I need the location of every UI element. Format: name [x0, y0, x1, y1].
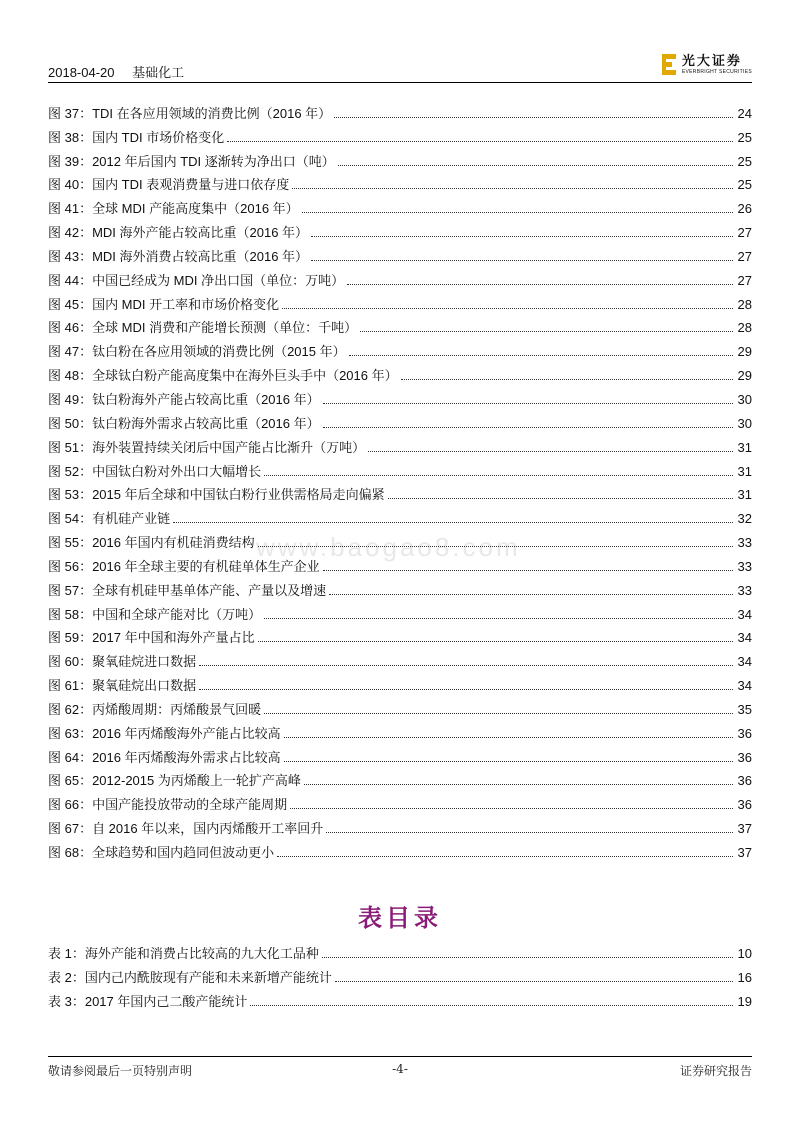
toc-page-number: 37	[737, 821, 752, 837]
toc-page-number: 34	[737, 654, 752, 670]
footer-divider	[48, 1056, 752, 1057]
toc-entry-title[interactable]: 图 63：2016 年丙烯酸海外产能占比较高	[48, 725, 281, 741]
toc-page-number: 25	[737, 153, 752, 169]
figure-toc-entry[interactable]	[48, 527, 752, 551]
dot-leader	[338, 164, 733, 166]
dot-leader	[388, 497, 733, 499]
dot-leader	[335, 980, 733, 982]
disclaimer-note: 敬请参阅最后一页特别声明	[48, 1064, 193, 1078]
header-info	[48, 62, 184, 81]
toc-entry-title[interactable]: 图 43：MDI 海外消费占较高比重（2016 年）	[48, 248, 309, 264]
toc-page-number: 31	[737, 487, 752, 503]
toc-entry-title[interactable]: 图 57：全球有机硅甲基单体产能、产量以及增速	[48, 582, 327, 598]
figure-toc-entry[interactable]	[48, 837, 752, 861]
toc-entry-title[interactable]: 图 66：中国产能投放带动的全球产能周期	[48, 797, 288, 813]
toc-entry-title[interactable]: 图 62：丙烯酸周期：丙烯酸景气回暖	[48, 701, 262, 717]
table-toc	[48, 938, 752, 1010]
dot-leader	[322, 956, 733, 958]
figure-toc-entry[interactable]	[48, 170, 752, 194]
toc-entry-title[interactable]: 图 67：自 2016 年以来，国内丙烯酸开工率回升	[48, 821, 324, 837]
tables-section-title: 表目录	[358, 903, 442, 932]
figure-toc-entry[interactable]	[48, 146, 752, 170]
logo-chinese-name: 光大证券	[681, 54, 742, 69]
dot-leader	[173, 521, 733, 523]
toc-page-number: 28	[737, 320, 752, 336]
dot-leader	[258, 640, 733, 642]
company-logo	[662, 52, 752, 78]
toc-entry-title[interactable]: 图 50：钛白粉海外需求占较高比重（2016 年）	[48, 415, 320, 431]
toc-entry-title[interactable]: 图 42：MDI 海外产能占较高比重（2016 年）	[48, 225, 309, 241]
dot-leader	[284, 760, 733, 762]
toc-entry-title[interactable]: 图 40：国内 TDI 表观消费量与进口依存度	[48, 177, 290, 193]
toc-entry-title[interactable]: 表 3：2017 年国内己二酸产能统计	[48, 993, 248, 1009]
dot-leader	[282, 307, 733, 309]
toc-page-number: 29	[737, 344, 752, 360]
dot-leader	[284, 736, 733, 738]
figure-toc-entry[interactable]	[48, 265, 752, 289]
figure-toc-entry[interactable]	[48, 789, 752, 813]
toc-page-number: 35	[737, 701, 752, 717]
table-toc-entry[interactable]	[48, 938, 752, 962]
dot-leader	[360, 330, 733, 332]
toc-entry-title[interactable]: 图 65：2012-2015 为丙烯酸上一轮扩产高峰	[48, 773, 301, 789]
figure-toc-entry[interactable]	[48, 241, 752, 265]
figure-toc-entry[interactable]	[48, 694, 752, 718]
dot-leader	[334, 116, 733, 118]
toc-entry-title[interactable]: 图 61：聚氧硅烷出口数据	[48, 678, 197, 694]
table-toc-entry[interactable]	[48, 986, 752, 1010]
dot-leader	[250, 1004, 733, 1006]
figure-toc-entry[interactable]	[48, 575, 752, 599]
toc-page-number: 36	[737, 773, 752, 789]
toc-entry-title[interactable]: 图 54：有机硅产业链	[48, 511, 171, 527]
toc-entry-title[interactable]: 图 52：中国钛白粉对外出口大幅增长	[48, 463, 262, 479]
toc-page-number: 36	[737, 725, 752, 741]
logo-mark-icon	[662, 54, 676, 76]
toc-page-number: 25	[737, 129, 752, 145]
figure-toc-entry[interactable]	[48, 313, 752, 337]
report-category: 基础化工	[132, 65, 185, 80]
figure-toc-entry[interactable]	[48, 670, 752, 694]
toc-page-number: 32	[737, 511, 752, 527]
dot-leader	[277, 855, 733, 857]
toc-entry-title[interactable]: 图 51：海外装置持续关闭后中国产能占比渐升（万吨）	[48, 439, 366, 455]
dot-leader	[329, 593, 733, 595]
toc-entry-title[interactable]: 图 56：2016 年全球主要的有机硅单体生产企业	[48, 558, 320, 574]
toc-page-number: 31	[737, 463, 752, 479]
page-footer	[48, 1062, 752, 1078]
toc-page-number: 25	[737, 177, 752, 193]
dot-leader	[264, 712, 733, 714]
toc-page-number: 29	[737, 368, 752, 384]
toc-entry-title[interactable]: 图 53：2015 年后全球和中国钛白粉行业供需格局走向偏紧	[48, 487, 385, 503]
toc-page-number: 26	[737, 201, 752, 217]
figure-toc-entry[interactable]	[48, 551, 752, 575]
toc-entry-title[interactable]: 图 60：聚氧硅烷进口数据	[48, 654, 197, 670]
toc-entry-title[interactable]: 图 39：2012 年后国内 TDI 逐渐转为净出口（吨）	[48, 153, 335, 169]
figure-toc-entry[interactable]	[48, 217, 752, 241]
toc-entry-title[interactable]: 图 48：全球钛白粉产能高度集中在海外巨头手中（2016 年）	[48, 368, 398, 384]
dot-leader	[323, 426, 733, 428]
dot-leader	[311, 259, 733, 261]
figure-toc-entry[interactable]	[48, 646, 752, 670]
toc-page-number: 27	[737, 248, 752, 264]
toc-entry-title[interactable]: 图 38：国内 TDI 市场价格变化	[48, 129, 225, 145]
toc-page-number: 30	[737, 391, 752, 407]
report-type: 证券研究报告	[679, 1064, 752, 1078]
toc-page-number: 10	[737, 945, 752, 961]
figure-toc-entry[interactable]	[48, 384, 752, 408]
toc-entry-title[interactable]: 图 49：钛白粉海外产能占较高比重（2016 年）	[48, 391, 320, 407]
dot-leader	[311, 235, 733, 237]
toc-page-number: 27	[737, 272, 752, 288]
dot-leader	[290, 807, 733, 809]
toc-page-number: 16	[737, 969, 752, 985]
toc-page-number: 24	[737, 105, 752, 121]
figure-toc-entry[interactable]	[48, 813, 752, 837]
toc-entry-title[interactable]: 图 45：国内 MDI 开工率和市场价格变化	[48, 296, 280, 312]
figure-toc-entry[interactable]	[48, 193, 752, 217]
header-divider	[48, 82, 752, 83]
dot-leader	[323, 402, 733, 404]
toc-page-number: 37	[737, 845, 752, 860]
watermark: www.baogao8.com	[256, 532, 521, 562]
dot-leader	[349, 354, 733, 356]
toc-entry-title[interactable]: 图 59：2017 年中国和海外产量占比	[48, 630, 255, 646]
figure-toc-entry[interactable]	[48, 742, 752, 766]
figure-toc-entry[interactable]	[48, 480, 752, 504]
figure-toc-entry[interactable]	[48, 623, 752, 647]
figure-toc-entry[interactable]	[48, 360, 752, 384]
figure-toc	[48, 98, 752, 861]
toc-page-number: 36	[737, 749, 752, 765]
toc-page-number: 33	[737, 535, 752, 551]
figure-toc-entry[interactable]	[48, 599, 752, 623]
figure-toc-entry[interactable]	[48, 408, 752, 432]
figure-toc-entry[interactable]	[48, 766, 752, 790]
figure-toc-entry[interactable]	[48, 718, 752, 742]
table-toc-entry[interactable]	[48, 962, 752, 986]
toc-page-number: 30	[737, 415, 752, 431]
dot-leader	[368, 450, 733, 452]
figure-toc-entry[interactable]	[48, 98, 752, 122]
report-date: 2018-04-20	[48, 65, 115, 80]
dot-leader	[347, 283, 733, 285]
toc-page-number: 27	[737, 225, 752, 241]
dot-leader	[292, 187, 733, 189]
figure-toc-entry[interactable]	[48, 432, 752, 456]
dot-leader	[326, 831, 733, 833]
toc-entry-title[interactable]: 图 64：2016 年丙烯酸海外需求占比较高	[48, 749, 281, 765]
toc-entry-title[interactable]: 图 55：2016 年国内有机硅消费结构	[48, 535, 255, 551]
toc-entry-title[interactable]: 图 37：TDI 在各应用领域的消费比例（2016 年）	[48, 105, 332, 121]
page-header	[48, 52, 752, 80]
toc-entry-title[interactable]: 图 68：全球趋势和国内趋同但波动更小	[48, 845, 275, 860]
toc-entry-title[interactable]: 图 41：全球 MDI 产能高度集中（2016 年）	[48, 201, 299, 217]
toc-page-number: 33	[737, 582, 752, 598]
toc-entry-title[interactable]: 图 47：钛白粉在各应用领域的消费比例（2015 年）	[48, 344, 346, 360]
toc-entry-title[interactable]: 表 1：海外产能和消费占比较高的九大化工品种	[48, 945, 319, 961]
toc-entry-title[interactable]: 图 58：中国和全球产能对比（万吨）	[48, 606, 262, 622]
toc-page-number: 34	[737, 606, 752, 622]
dot-leader	[199, 688, 733, 690]
figure-toc-entry[interactable]	[48, 456, 752, 480]
page-number: -4-	[392, 1062, 408, 1076]
toc-entry-title[interactable]: 图 46：全球 MDI 消费和产能增长预测（单位：千吨）	[48, 320, 358, 336]
dot-leader	[199, 664, 733, 666]
toc-entry-title[interactable]: 图 44：中国已经成为 MDI 净出口国（单位：万吨）	[48, 272, 345, 288]
toc-page-number: 33	[737, 558, 752, 574]
toc-page-number: 34	[737, 630, 752, 646]
dot-leader	[323, 569, 733, 571]
figure-toc-entry[interactable]	[48, 289, 752, 313]
dot-leader	[401, 378, 733, 380]
dot-leader	[302, 211, 733, 213]
toc-page-number: 28	[737, 296, 752, 312]
dot-leader	[227, 140, 733, 142]
dot-leader	[264, 474, 733, 476]
dot-leader	[258, 545, 733, 547]
toc-page-number: 19	[737, 993, 752, 1009]
figure-toc-entry[interactable]	[48, 503, 752, 527]
toc-page-number: 36	[737, 797, 752, 813]
toc-page-number: 34	[737, 678, 752, 694]
toc-page-number: 31	[737, 439, 752, 455]
toc-entry-title[interactable]: 表 2：国内己内酰胺现有产能和未来新增产能统计	[48, 969, 332, 985]
dot-leader	[264, 617, 733, 619]
dot-leader	[304, 783, 733, 785]
logo-english-name: EVERBRIGHT SECURITIES	[681, 69, 752, 75]
figure-toc-entry[interactable]	[48, 122, 752, 146]
figure-toc-entry[interactable]	[48, 336, 752, 360]
